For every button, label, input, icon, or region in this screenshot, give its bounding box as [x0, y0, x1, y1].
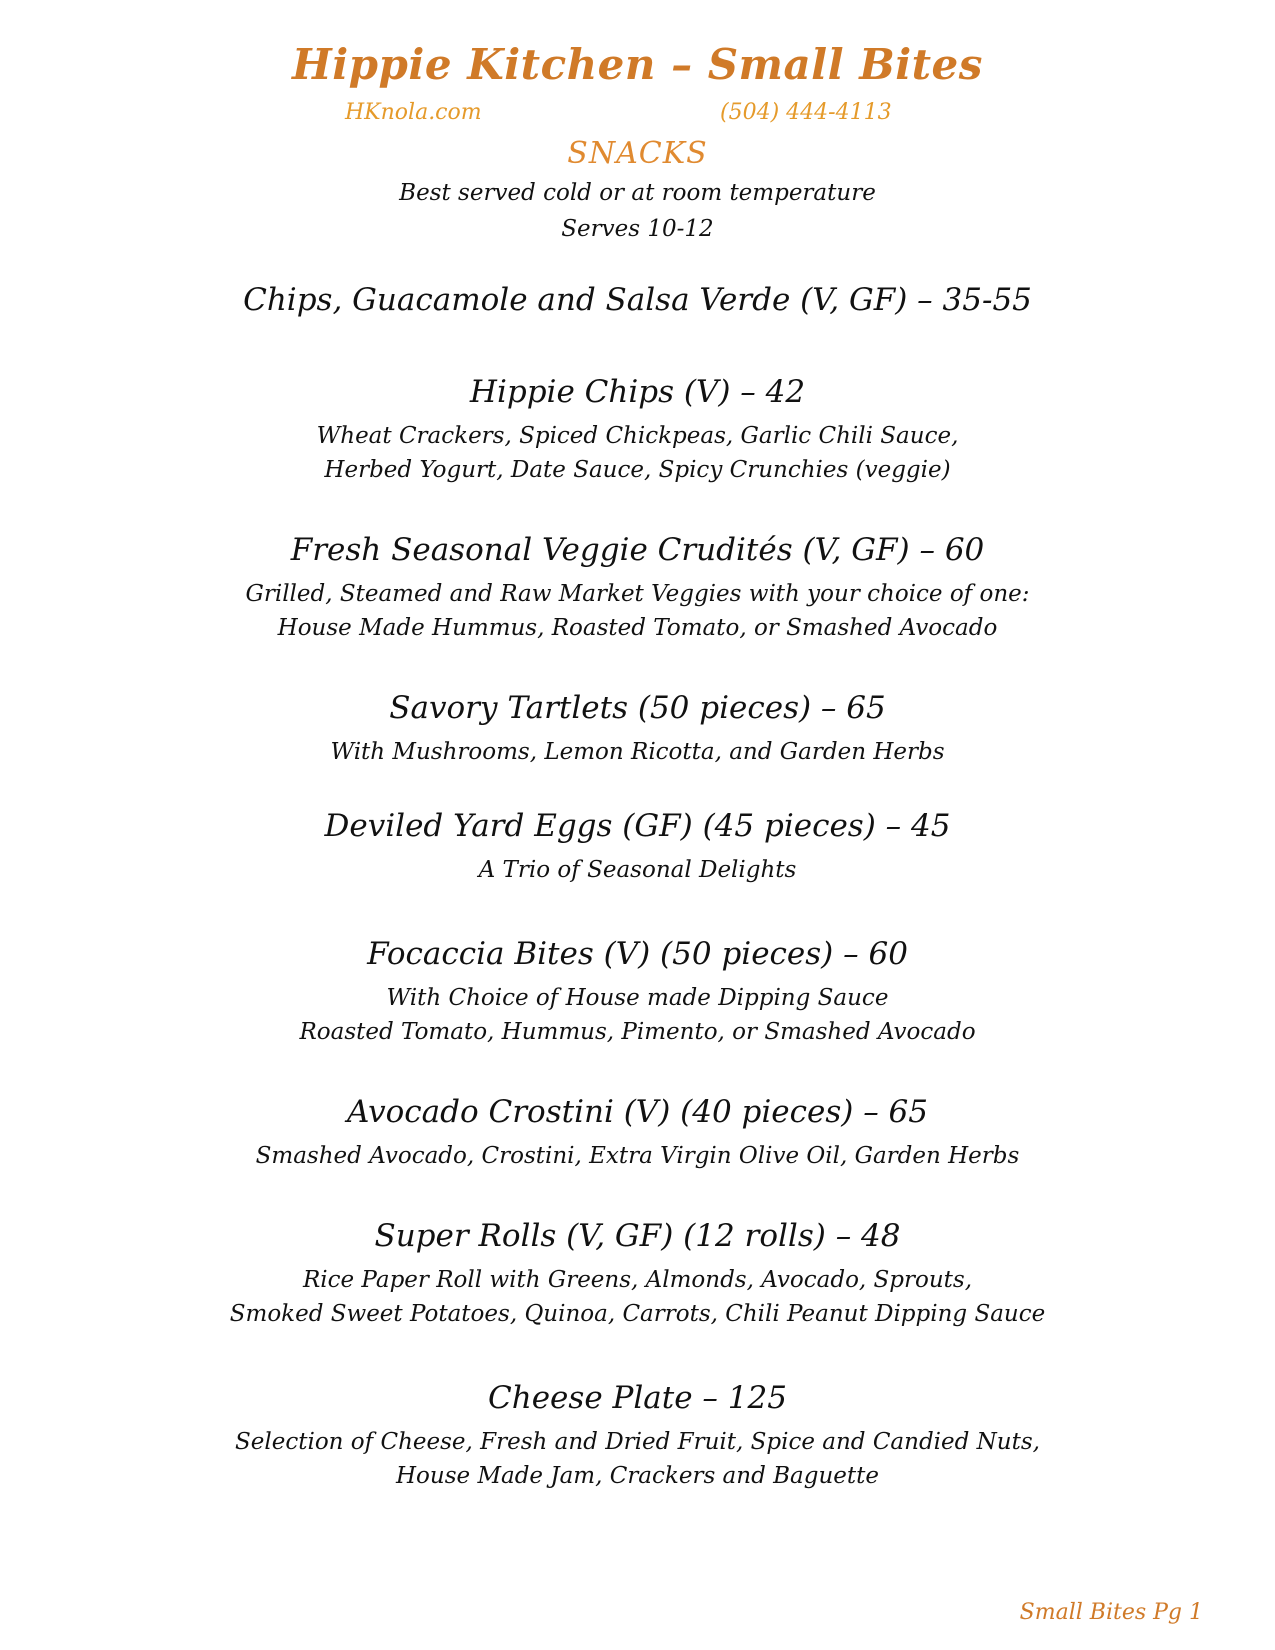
website-link[interactable]: HKnola.com	[345, 100, 482, 125]
phone-number[interactable]: (504) 444-4113	[720, 100, 892, 125]
menu-item-name: Super Rolls (V, GF) (12 rolls) – 48	[374, 1218, 901, 1254]
menu-item-name: Avocado Crostini (V) (40 pieces) – 65	[346, 1094, 929, 1130]
menu-item-desc: House Made Jam, Crackers and Baguette	[396, 1463, 879, 1489]
menu-item-name: Savory Tartlets (50 pieces) – 65	[389, 690, 886, 726]
menu-item-desc: Wheat Crackers, Spiced Chickpeas, Garlic Chili Sauce,	[316, 423, 959, 449]
menu-item-name: Hippie Chips (V) – 42	[469, 374, 806, 410]
page-number: Small Bites Pg 1	[1019, 1600, 1203, 1625]
menu-item-desc: Smoked Sweet Potatoes, Quinoa, Carrots, Chili Peanut Dipping Sauce	[229, 1301, 1046, 1327]
menu-item-desc: With Choice of House made Dipping Sauce	[386, 985, 889, 1011]
menu-item-name: Chips, Guacamole and Salsa Verde (V, GF) – 35-55	[243, 282, 1032, 318]
menu-item-desc: House Made Hummus, Roasted Tomato, or Smashed Avocado	[277, 615, 998, 641]
menu-item-desc: Grilled, Steamed and Raw Market Veggies with your choice of one:	[245, 581, 1030, 607]
menu-item-desc: Roasted Tomato, Hummus, Pimento, or Smashed Avocado	[299, 1019, 976, 1045]
menu-item-desc: Smashed Avocado, Crostini, Extra Virgin Olive Oil, Garden Herbs	[255, 1143, 1020, 1169]
section-heading: SNACKS	[567, 136, 708, 171]
menu-item-desc: Selection of Cheese, Fresh and Dried Fruit, Spice and Candied Nuts,	[235, 1429, 1040, 1455]
menu-item-desc: Herbed Yogurt, Date Sauce, Spicy Crunchies (veggie)	[324, 457, 951, 483]
menu-item-desc: A Trio of Seasonal Delights	[478, 857, 797, 883]
page-title: Hippie Kitchen – Small Bites	[292, 40, 983, 89]
menu-item-desc: Rice Paper Roll with Greens, Almonds, Avocado, Sprouts,	[302, 1267, 973, 1293]
serves-count: Serves 10-12	[561, 216, 714, 242]
menu-item-name: Focaccia Bites (V) (50 pieces) – 60	[367, 936, 908, 972]
menu-item-name: Fresh Seasonal Veggie Crudités (V, GF) – 60	[290, 532, 985, 568]
serving-note: Best served cold or at room temperature	[399, 180, 876, 206]
menu-item-name: Deviled Yard Eggs (GF) (45 pieces) – 45	[324, 808, 951, 844]
menu-item-name: Cheese Plate – 125	[488, 1380, 787, 1416]
menu-item-desc: With Mushrooms, Lemon Ricotta, and Garden Herbs	[330, 739, 945, 765]
